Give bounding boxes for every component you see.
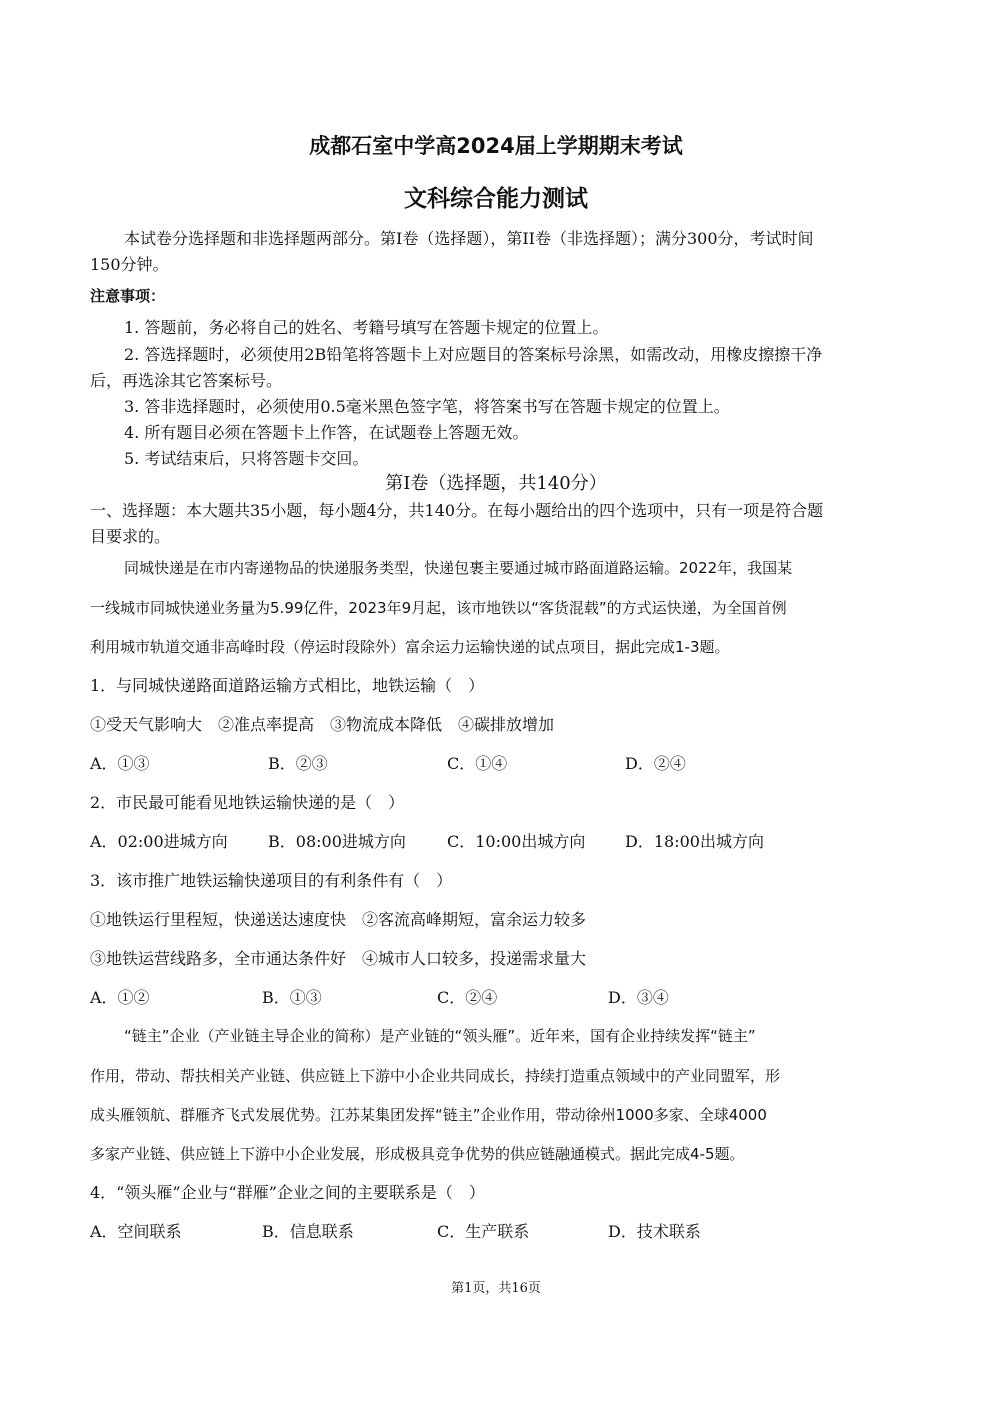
notice-4: 4. 所有题目必须在答题卡上作答，在试题卷上答题无效。 (124, 423, 529, 442)
section-desc-1: 一、选择题：本大题共35小题，每小题4分，共140分。在每小题给出的四个选项中，只有一项是符合题 (90, 501, 824, 520)
q3-option-b: B．①③ (262, 988, 322, 1007)
notice-2: 2. 答选择题时，必须使用2B铅笔将答题卡上对应题目的答案标号涂黑，如需改动，用橡皮擦擦干净 (124, 345, 823, 364)
q2-stem: 2．市民最可能看见地铁运输快递的是（ ） (90, 793, 405, 812)
q4-option-b: B．信息联系 (262, 1222, 354, 1241)
q1-option-a: A．①③ (90, 754, 150, 773)
passage2-line-4: 多家产业链、供应链上下游中小企业发展，形成极具竞争优势的供应链融通模式。据此完成4-5题。 (90, 1145, 745, 1163)
q3-option-d: D．③④ (608, 988, 669, 1007)
notice-3: 3. 答非选择题时，必须使用0.5毫米黑色签字笔，将答案书写在答题卡规定的位置上。 (124, 397, 730, 416)
passage1-line-3: 利用城市轨道交通非高峰时段（停运时段除外）富余运力运输快递的试点项目，据此完成1-3题。 (90, 638, 730, 656)
q3-option-a: A．①② (90, 988, 150, 1007)
q2-option-c: C．10:00出城方向 (447, 832, 586, 851)
q4-option-d: D．技术联系 (608, 1222, 701, 1241)
section-desc-2: 目要求的。 (90, 527, 171, 546)
passage2-line-3: 成头雁领航、群雁齐飞式发展优势。江苏某集团发挥“链主”企业作用，带动徐州1000多家、全球4000 (90, 1106, 767, 1124)
passage2-line-1: “链主”企业（产业链主导企业的简称）是产业链的“领头雁”。近年来，国有企业持续发挥“链主” (124, 1027, 756, 1045)
q2-option-d: D．18:00出城方向 (625, 832, 764, 851)
q4-option-c: C．生产联系 (437, 1222, 530, 1241)
notice-5: 5. 考试结束后，只将答题卡交回。 (124, 449, 369, 468)
exam-subtitle: 文科综合能力测试 (404, 186, 588, 212)
q1-option-d: D．②④ (625, 754, 686, 773)
q1-option-b: B．②③ (268, 754, 328, 773)
notice-heading: 注意事项： (90, 287, 166, 305)
q3-items-2: ③地铁运营线路多，全市通达条件好 ④城市人口较多，投递需求量大 (90, 949, 587, 968)
q3-stem: 3．该市推广地铁运输快递项目的有利条件有（ ） (90, 871, 453, 890)
passage2-line-2: 作用，带动、帮扶相关产业链、供应链上下游中小企业共同成长，持续打造重点领域中的产业同盟军，形 (90, 1067, 781, 1085)
q1-option-c: C．①④ (447, 754, 508, 773)
intro-line-2: 150分钟。 (90, 255, 169, 274)
passage1-line-1: 同城快递是在市内寄递物品的快递服务类型，快递包裹主要通过城市路面道路运输。2022年，我国某 (124, 559, 793, 577)
q4-option-a: A．空间联系 (90, 1222, 182, 1241)
q2-option-b: B．08:00进城方向 (268, 832, 406, 851)
q3-option-c: C．②④ (437, 988, 498, 1007)
exam-title: 成都石室中学高2024届上学期期末考试 (309, 134, 683, 158)
q1-items: ①受天气影响大 ②准点率提高 ③物流成本降低 ④碳排放增加 (90, 715, 555, 734)
notice-2-cont: 后，再选涂其它答案标号。 (90, 371, 283, 390)
passage1-line-2: 一线城市同城快递业务量为5.99亿件，2023年9月起，该市地铁以“客货混载”的方式运快递，为全国首例 (90, 599, 787, 617)
section-title: 第Ⅰ卷（选择题，共140分） (385, 473, 607, 494)
q3-items-1: ①地铁运行里程短，快递送达速度快 ②客流高峰期短，富余运力较多 (90, 910, 587, 929)
q2-option-a: A．02:00进城方向 (90, 832, 228, 851)
q1-stem: 1．与同城快递路面道路运输方式相比，地铁运输（ ） (90, 676, 485, 695)
q4-stem: 4．“领头雁”企业与“群雁”企业之间的主要联系是（ ） (90, 1183, 485, 1202)
notice-1: 1. 答题前，务必将自己的姓名、考籍号填写在答题卡规定的位置上。 (124, 318, 609, 337)
page-footer: 第1页，共16页 (451, 1281, 541, 1296)
intro-line-1: 本试卷分选择题和非选择题两部分。第Ⅰ卷（选择题），第II卷（非选择题）；满分300分，考试时间 (124, 229, 814, 248)
